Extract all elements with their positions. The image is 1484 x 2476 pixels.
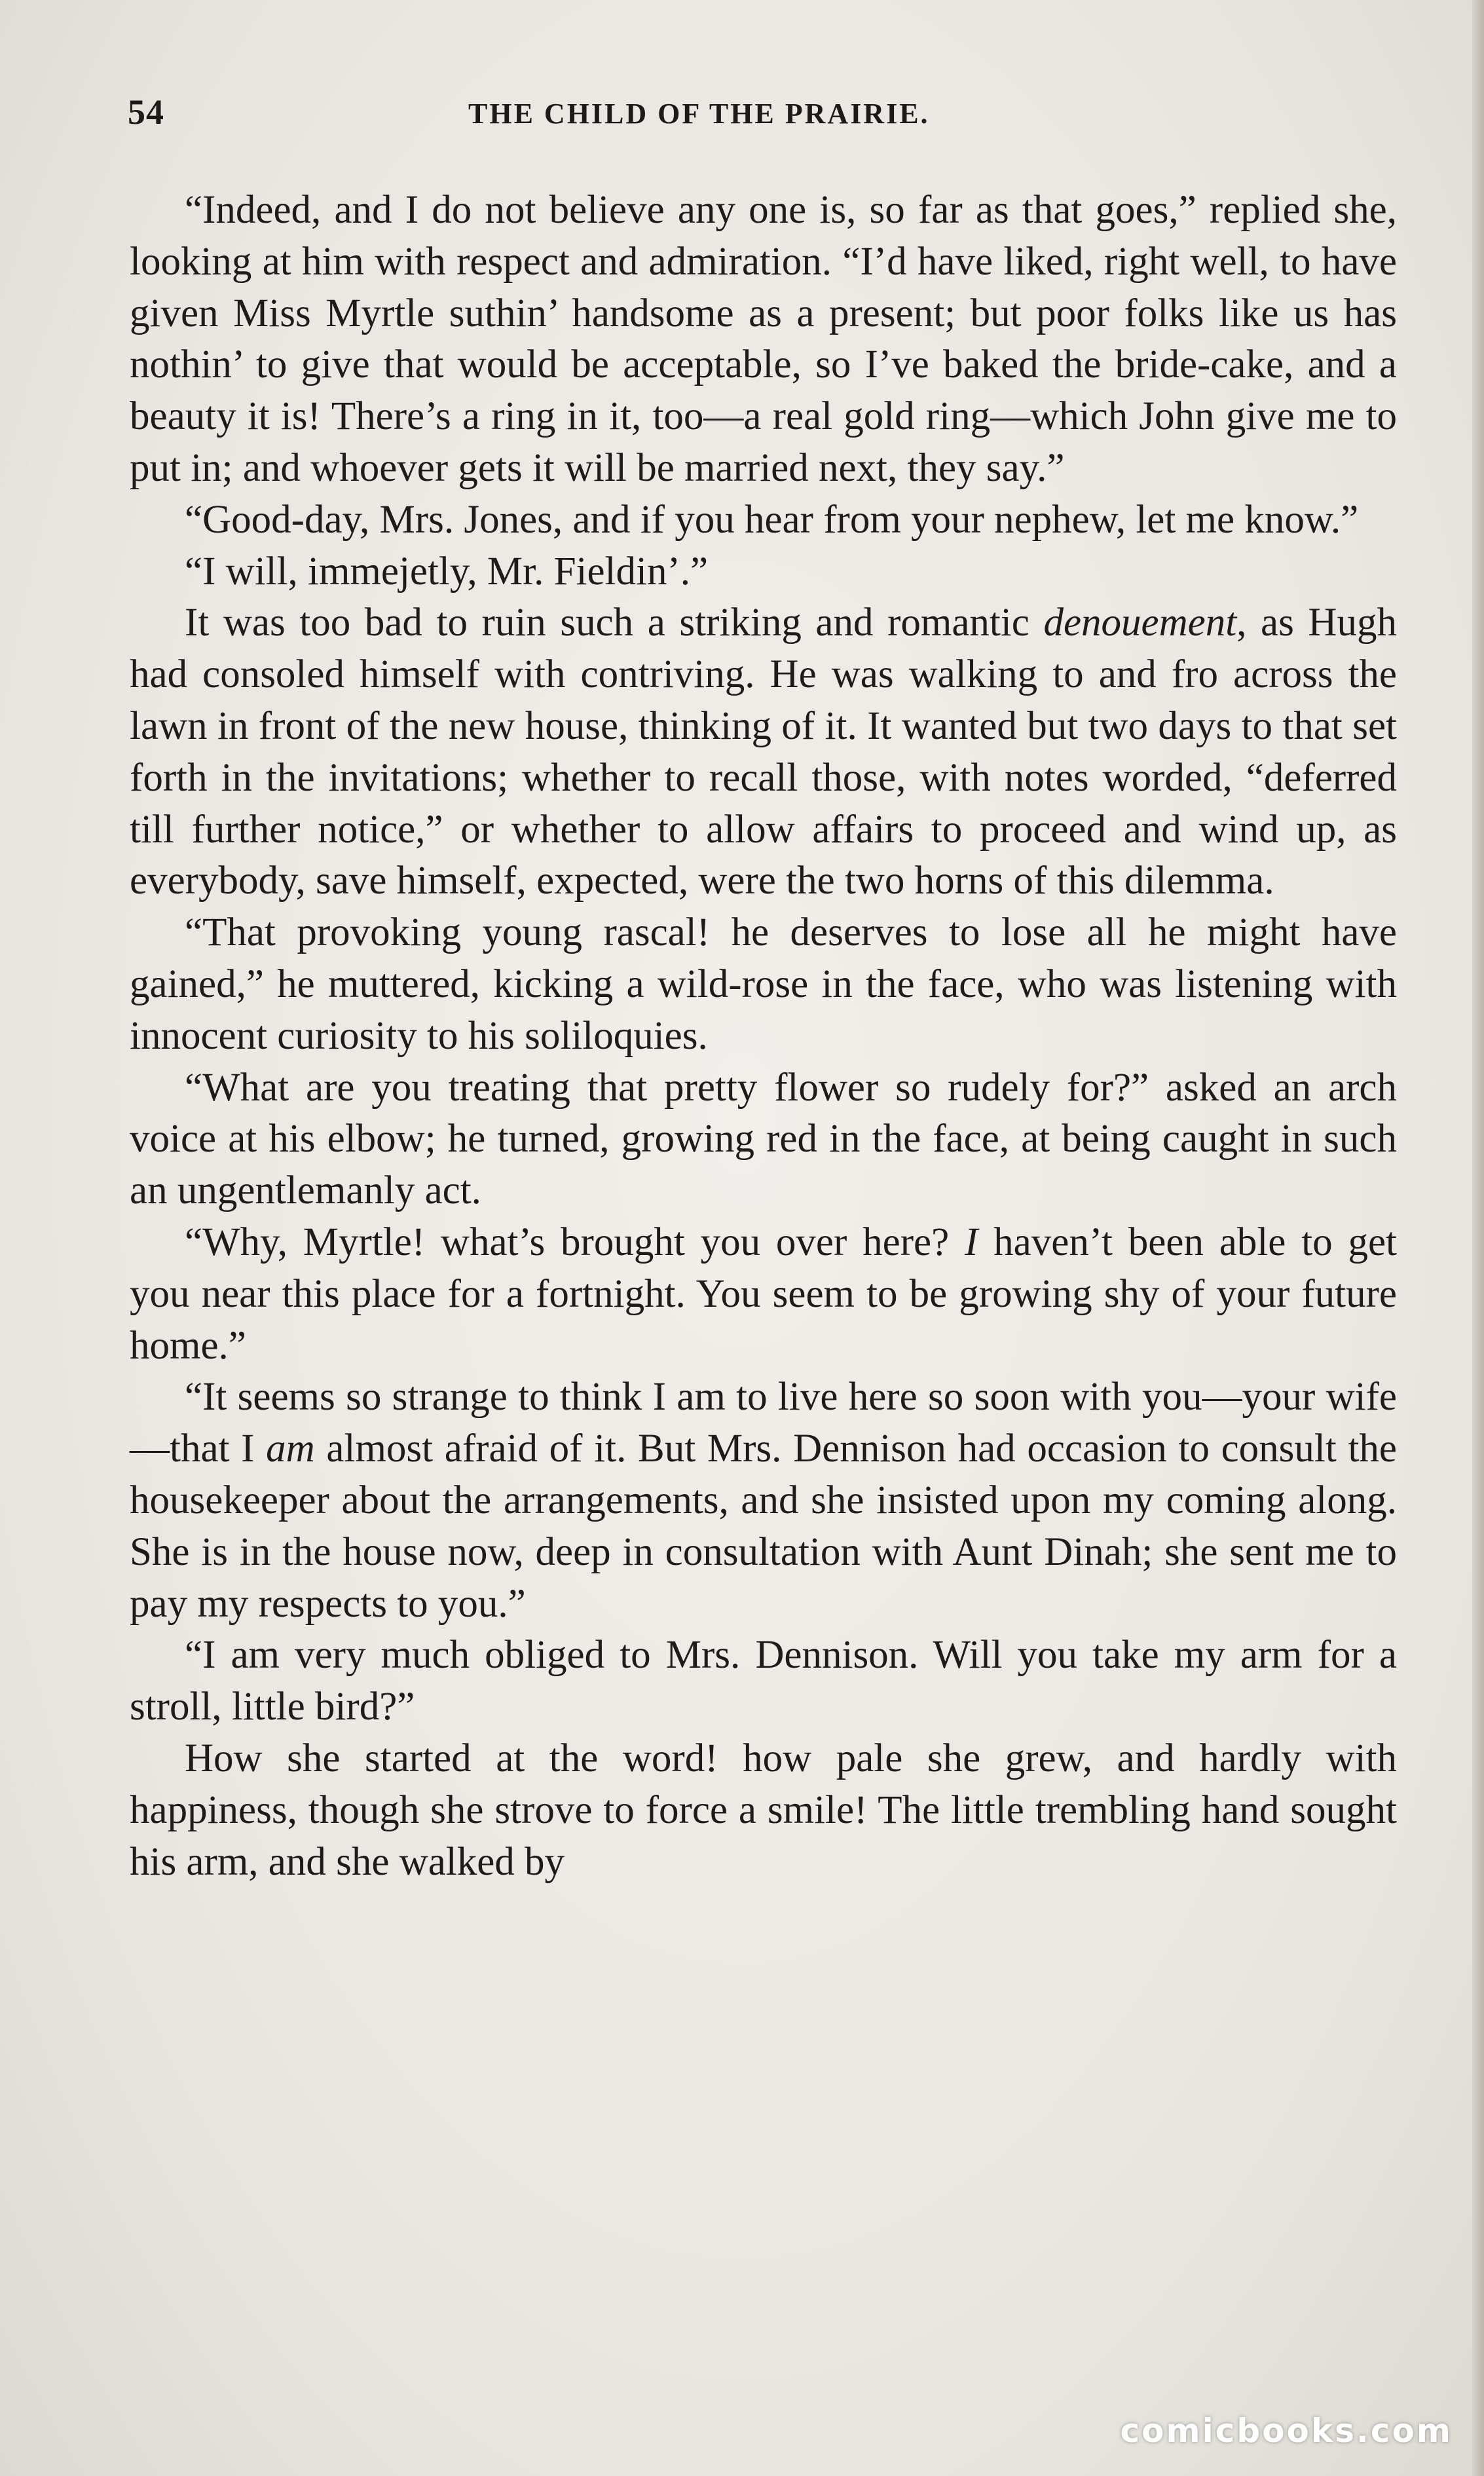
- text-run: , as Hugh had consoled himself with contriving. He was walking to and fro across the lawn in front of the new house, thinking of it. It wanted but two days to that set forth in the invitations; whether to recall those, with notes worded, “deferred till further notice,” or whether to allow affairs to proceed and wind up, as everybody, save himself, expected, were the two horns of this dilemma.: [130, 601, 1397, 903]
- paragraph: [130, 1062, 1397, 1217]
- paragraph: [130, 1733, 1397, 1888]
- text-run: haven’t been able to get you near this place for a fortnight. You seem to be growing shy of your future home.”: [130, 1220, 1397, 1368]
- paragraph: [130, 1372, 1397, 1630]
- paragraph: [130, 185, 1397, 495]
- text-run: How she started at the word! how pale she grew, and hardly with happiness, though she strove to force a smile! The little trembling hand sought his arm, and she walked by: [130, 1736, 1397, 1884]
- text-run: “I am very much obliged to Mrs. Dennison. Will you take my arm for a stroll, little bird?”: [130, 1633, 1397, 1729]
- body-text: [130, 185, 1397, 1888]
- text-run: “Good-day, Mrs. Jones, and if you hear from your nephew, let me know.”: [185, 497, 1359, 542]
- italic-text: I: [965, 1220, 978, 1264]
- paragraph: [130, 546, 1397, 598]
- text-run: “Why, Myrtle! what’s brought you over here?: [185, 1220, 965, 1264]
- paragraph: [130, 597, 1397, 907]
- running-head: THE CHILD OF THE PRAIRIE.: [468, 98, 930, 130]
- italic-text: am: [266, 1427, 315, 1471]
- page-number: 54: [128, 92, 164, 132]
- paragraph: [130, 1217, 1397, 1372]
- paragraph: [130, 1630, 1397, 1733]
- text-run: almost afraid of it. But Mrs. Dennison had occasion to consult the housekeeper about the arrangements, and she insisted upon my coming along. She is in the house now, deep in consultation with Aunt Dinah; she sent me to pay my respects to you.”: [130, 1427, 1397, 1626]
- text-run: “Indeed, and I do not believe any one is, so far as that goes,” replied she, looking at him with respect and admiration. “I’d have liked, right well, to have given Miss Myrtle suthin’ handsome as a present; but poor folks like us has nothin’ to give that would be acceptable, so I’ve baked the bride-cake, and a beauty it is! There’s a ring in it, too—a real gold ring—which John give me to put in; and whoever gets it will be married next, they say.”: [130, 188, 1397, 490]
- text-run: It was too bad to ruin such a striking and romantic: [185, 601, 1044, 645]
- italic-text: denouement: [1043, 601, 1237, 645]
- text-run: “I will, immejetly, Mr. Fieldin’.”: [185, 549, 709, 593]
- text-run: “What are you treating that pretty flower so rudely for?” asked an arch voice at his elbow; he turned, growing red in the face, at being caught in such an ungentlemanly act.: [130, 1065, 1397, 1213]
- page-edge: [1472, 0, 1484, 2476]
- paragraph: [130, 907, 1397, 1062]
- text-run: “That provoking young rascal! he deserves to lose all he might have gained,” he muttered, kicking a wild-rose in the face, who was listening with innocent curiosity to his soliloquies.: [130, 910, 1397, 1058]
- page-header: [128, 92, 1405, 138]
- paragraph: [130, 495, 1397, 546]
- text-run: “It seems so strange to think I am to live here so soon with you—your wife—that I: [130, 1375, 1397, 1471]
- watermark: comicbooks.com: [1120, 2412, 1453, 2450]
